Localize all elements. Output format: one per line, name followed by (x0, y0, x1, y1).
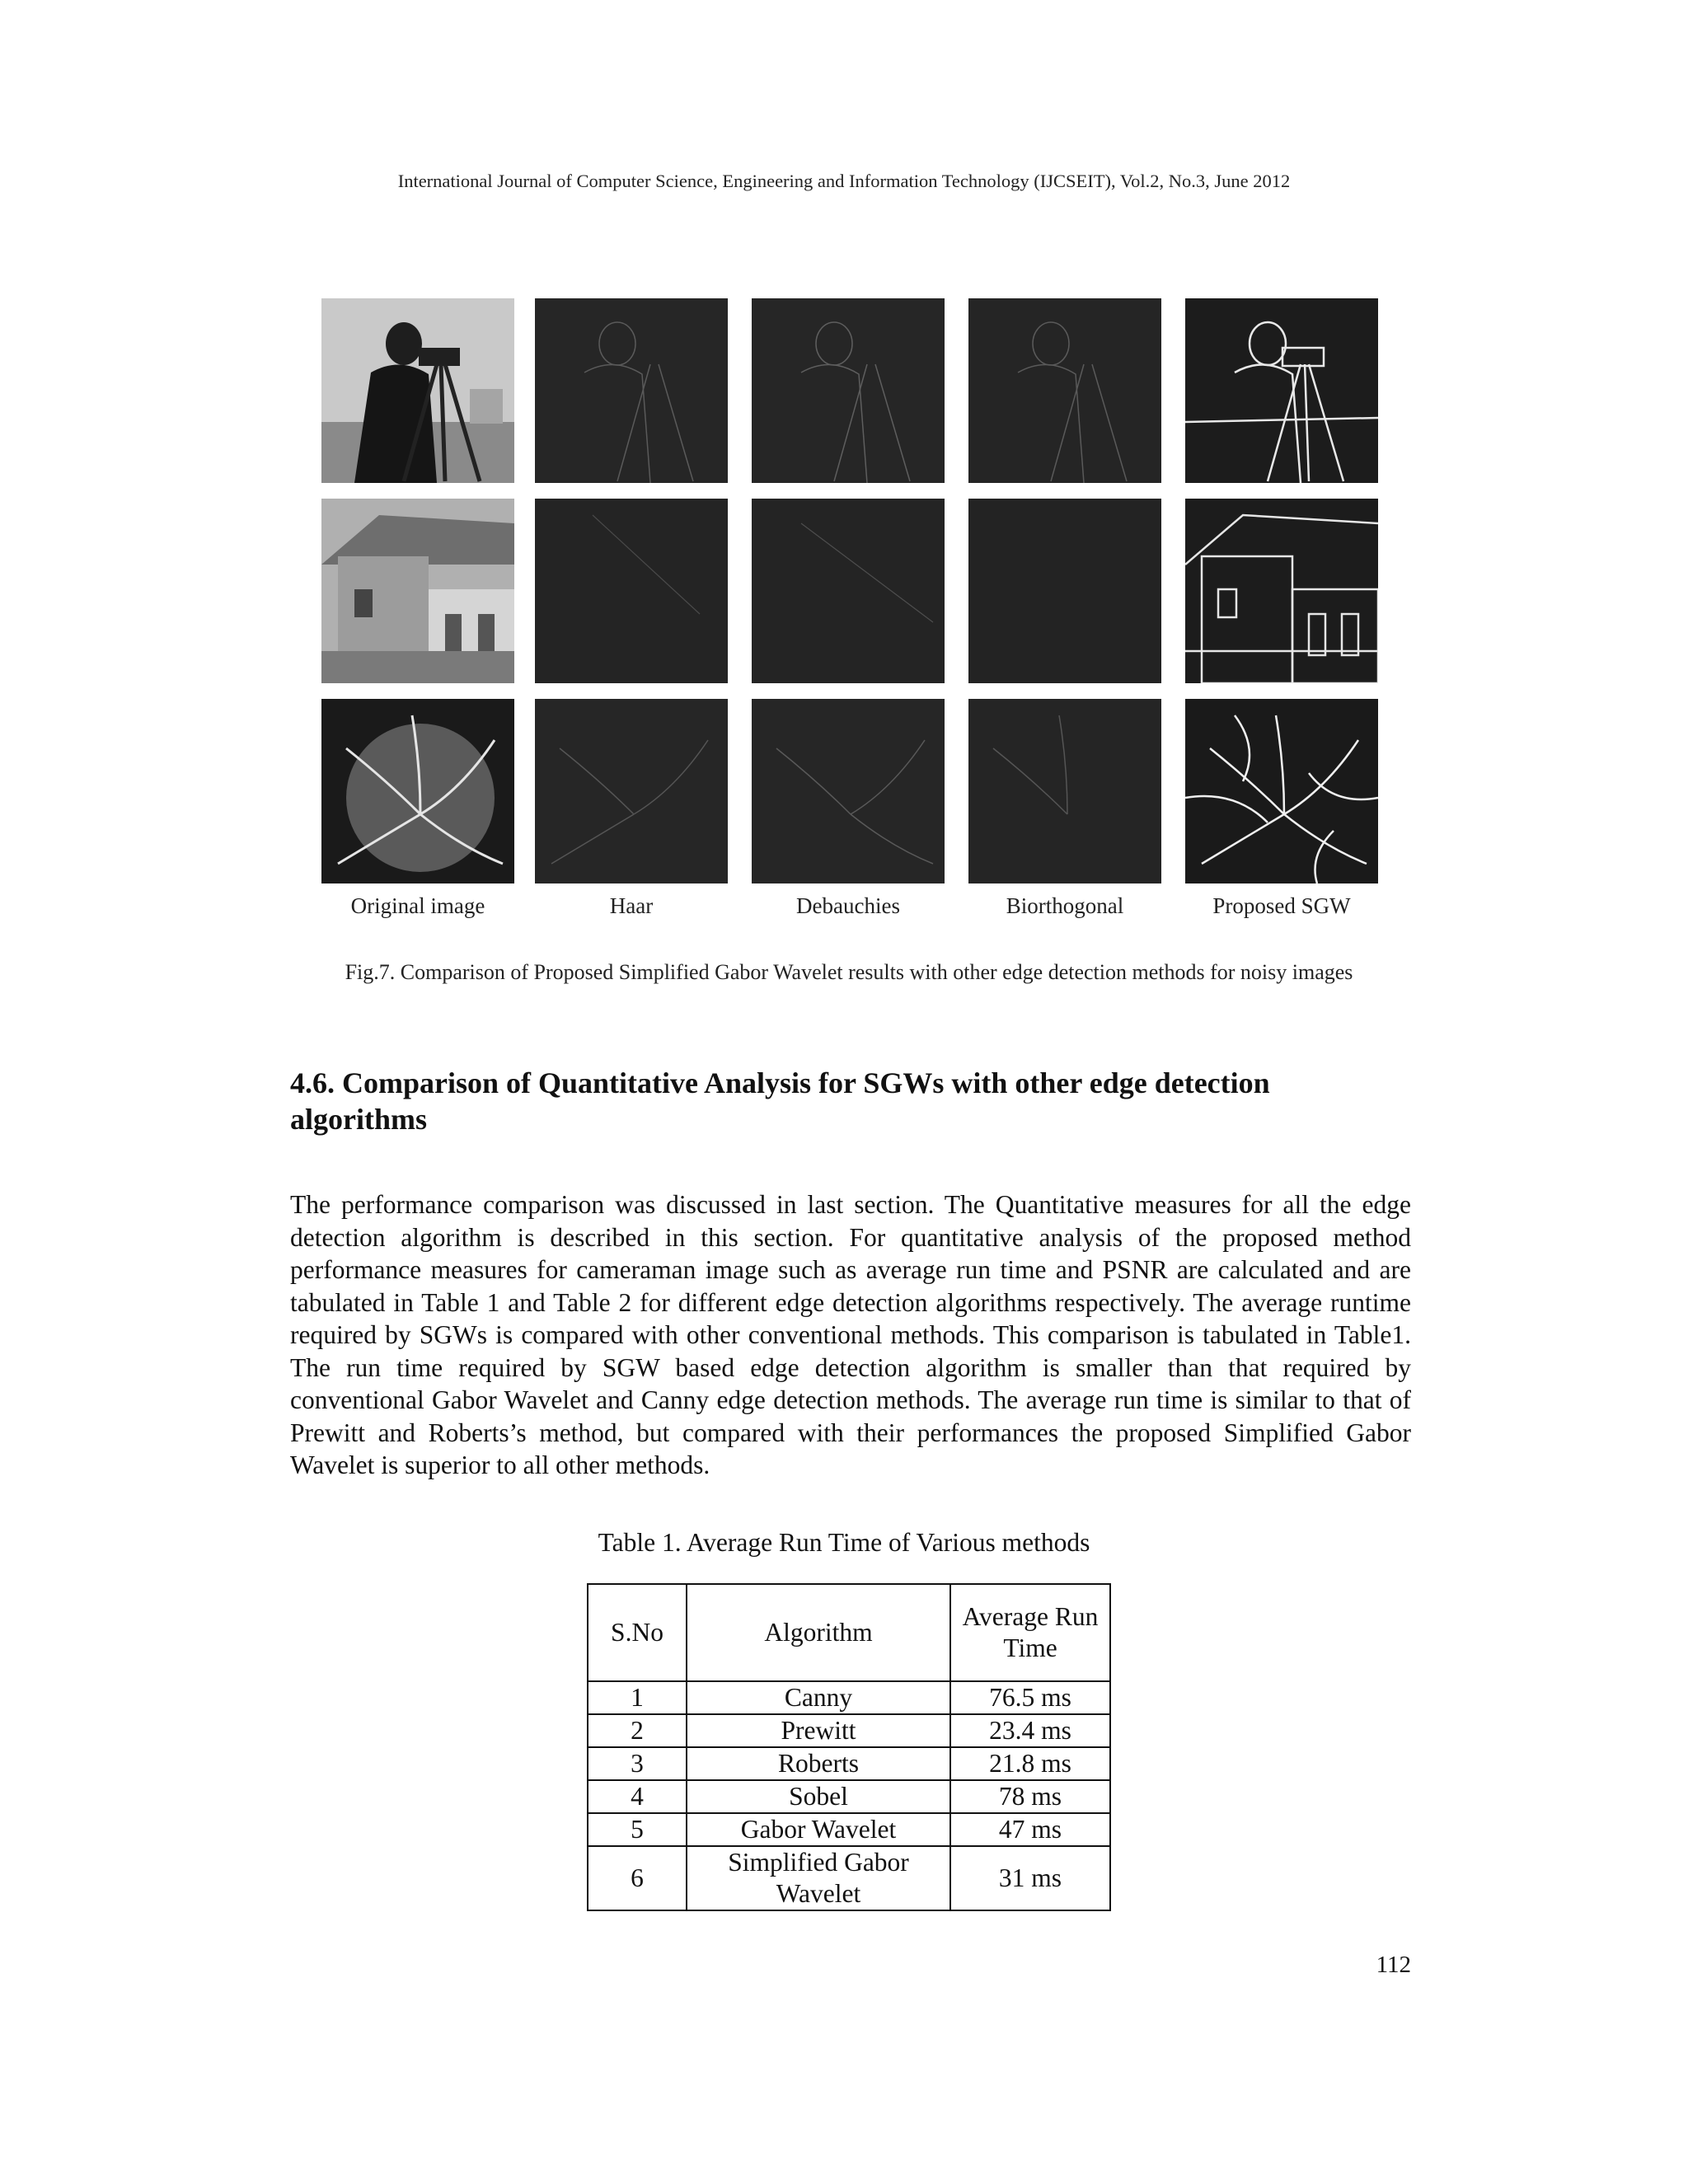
page-number: 112 (1376, 1952, 1411, 1978)
image-cameraman-proposed-sgw (1185, 298, 1378, 483)
cell-algorithm: Roberts (687, 1747, 950, 1780)
table-row (588, 1813, 1110, 1846)
cell-algorithm: Gabor Wavelet (687, 1813, 950, 1846)
table-row (588, 1780, 1110, 1813)
header-run-time: Average Run Time (950, 1584, 1110, 1681)
cell-algorithm: Simplified Gabor Wavelet (687, 1846, 950, 1910)
table-header-row (588, 1584, 1110, 1681)
header-sno: S.No (588, 1584, 687, 1681)
image-retina-biorthogonal (968, 699, 1161, 883)
cell-algorithm: Prewitt (687, 1714, 950, 1747)
cell-algorithm: Canny (687, 1681, 950, 1714)
image-cameraman-haar (535, 298, 728, 483)
image-house-proposed-sgw (1185, 499, 1378, 683)
image-house-haar (535, 499, 728, 683)
cell-run-time: 78 ms (950, 1780, 1110, 1813)
header-algorithm: Algorithm (687, 1584, 950, 1681)
cell-sno: 3 (588, 1747, 687, 1780)
journal-header: International Journal of Computer Science, Engineering and Information Technology (IJCSEIT), Vol.2, No.3, June 2012 (397, 171, 1291, 191)
figure-caption: Fig.7. Comparison of Proposed Simplified Gabor Wavelet results with other edge detection methods for noisy images (345, 960, 1353, 984)
table-row (588, 1681, 1110, 1714)
table-row (588, 1714, 1110, 1747)
image-cameraman-biorthogonal (968, 298, 1161, 483)
image-retina-haar (535, 699, 728, 883)
column-label-proposed-sgw: Proposed SGW (1212, 893, 1351, 918)
column-label-haar: Haar (609, 893, 654, 918)
cell-sno: 1 (588, 1681, 687, 1714)
cell-run-time: 23.4 ms (950, 1714, 1110, 1747)
run-time-table (587, 1583, 1111, 1911)
cell-sno: 4 (588, 1780, 687, 1813)
cell-sno: 5 (588, 1813, 687, 1846)
body-paragraph: The performance comparison was discussed in last section. The Quantitative measures for all the edge detection algorithm is described in this section. For quantitative analysis of the proposed method performance measures for cameraman image such as average run time and PSNR are calculated and are tabulated in Table 1 and Table 2 for different edge detection algorithms respectively. The average runtime required by SGWs is compared with other conventional methods. This comparison is tabulated in Table1. The run time required by SGW based edge detection algorithm is smaller than that required by conventional Gabor Wavelet and Canny edge detection methods. The average run time is similar to that of Prewitt and Roberts’s method, but compared with their performances the proposed Simplified Gabor Wavelet is superior to all other methods. (290, 1190, 1411, 1479)
cell-run-time: 31 ms (950, 1846, 1110, 1910)
table-caption: Table 1. Average Run Time of Various methods (598, 1528, 1090, 1557)
cell-sno: 6 (588, 1846, 687, 1910)
image-cameraman-debauchies (752, 298, 945, 483)
section-heading: 4.6. Comparison of Quantitative Analysis for SGWs with other edge detection algorithms (290, 1066, 1270, 1136)
table-row (588, 1846, 1110, 1910)
image-house-debauchies (752, 499, 945, 683)
image-house-original (321, 499, 514, 683)
image-cameraman-original (321, 298, 514, 483)
column-label-debauchies: Debauchies (796, 893, 900, 918)
column-label-biorthogonal: Biorthogonal (1006, 893, 1124, 918)
image-retina-original (321, 699, 514, 883)
figure-7 (321, 298, 1368, 1015)
cell-run-time: 21.8 ms (950, 1747, 1110, 1780)
image-retina-proposed-sgw (1185, 699, 1378, 883)
cell-sno: 2 (588, 1714, 687, 1747)
cell-algorithm: Sobel (687, 1780, 950, 1813)
cell-run-time: 47 ms (950, 1813, 1110, 1846)
cell-run-time: 76.5 ms (950, 1681, 1110, 1714)
image-retina-debauchies (752, 699, 945, 883)
column-label-original: Original image (350, 893, 485, 918)
image-house-biorthogonal (968, 499, 1161, 683)
table-row (588, 1747, 1110, 1780)
